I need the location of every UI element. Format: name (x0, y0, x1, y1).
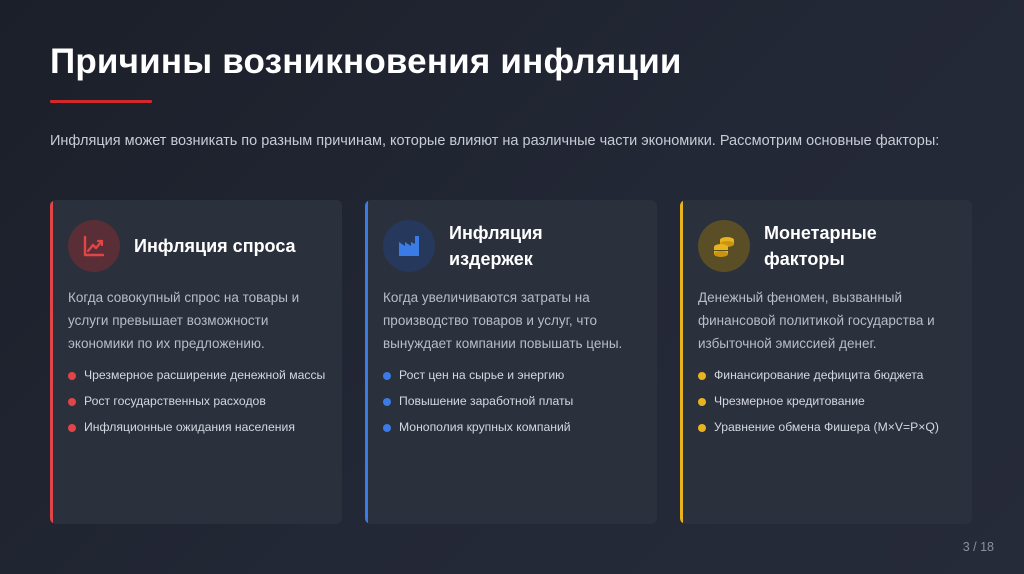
card-title: Инфляция издержек (449, 223, 543, 269)
bullet-dot (68, 398, 76, 406)
bullet-dot (698, 372, 706, 380)
list-item (68, 418, 328, 437)
card-title: Инфляция спроса (134, 236, 296, 256)
card-description: Денежный феномен, вызванный финансовой политикой государства и избыточной эмиссией денег. (698, 290, 935, 351)
bullet-dot (383, 398, 391, 406)
card-accent-stripe (365, 200, 368, 524)
bullet-dot (383, 424, 391, 432)
list-item-text: Рост цен на сырье и энергию (399, 368, 565, 382)
list-item-text: Уравнение обмена Фишера (M×V=P×Q) (714, 420, 939, 434)
list-item-text: Повышение заработной платы (399, 394, 574, 408)
bullet-dot (698, 424, 706, 432)
list-item-text: Рост государственных расходов (84, 394, 266, 408)
list-item (68, 366, 328, 385)
bullet-dot (383, 372, 391, 380)
page-indicator: 3 / 18 (962, 540, 994, 554)
list-item-text: Финансирование дефицита бюджета (714, 368, 924, 382)
coins-icon (698, 220, 750, 272)
list-item (698, 418, 958, 437)
factory-icon (383, 220, 435, 272)
card-cost-inflation (365, 200, 657, 524)
bullet-dot (698, 398, 706, 406)
list-item-text: Чрезмерное расширение денежной массы (84, 368, 326, 382)
bullet-dot (68, 424, 76, 432)
bullet-dot (68, 372, 76, 380)
card-header (698, 220, 958, 272)
card-monetary-factors (680, 200, 972, 524)
card-title: Монетарные факторы (764, 223, 877, 269)
title-underline (50, 100, 152, 103)
card-description: Когда увеличиваются затраты на производство товаров и услуг, что вынуждает компании повышать цены. (383, 290, 623, 351)
list-item (698, 392, 958, 411)
card-demand-inflation (50, 200, 342, 524)
list-item (383, 392, 643, 411)
card-accent-stripe (50, 200, 53, 524)
list-item (383, 418, 643, 437)
list-item-text: Чрезмерное кредитование (714, 394, 865, 408)
card-header (68, 220, 328, 272)
trending-up-chart-icon (68, 220, 120, 272)
list-item (383, 366, 643, 385)
list-item (68, 392, 328, 411)
card-description: Когда совокупный спрос на товары и услуги превышает возможности экономики по их предложению. (68, 290, 300, 351)
bullet-list (383, 366, 643, 444)
list-item (698, 366, 958, 385)
card-header (383, 220, 643, 272)
list-item-text: Инфляционные ожидания населения (84, 420, 295, 434)
intro-text: Инфляция может возникать по разным причинам, которые влияют на различные части экономики. Рассмотрим основные факторы: (50, 133, 940, 149)
bullet-list (68, 366, 328, 444)
list-item-text: Монополия крупных компаний (399, 420, 571, 434)
page-title: Причины возникновения инфляции (50, 42, 682, 81)
bullet-list (698, 366, 958, 444)
card-accent-stripe (680, 200, 683, 524)
